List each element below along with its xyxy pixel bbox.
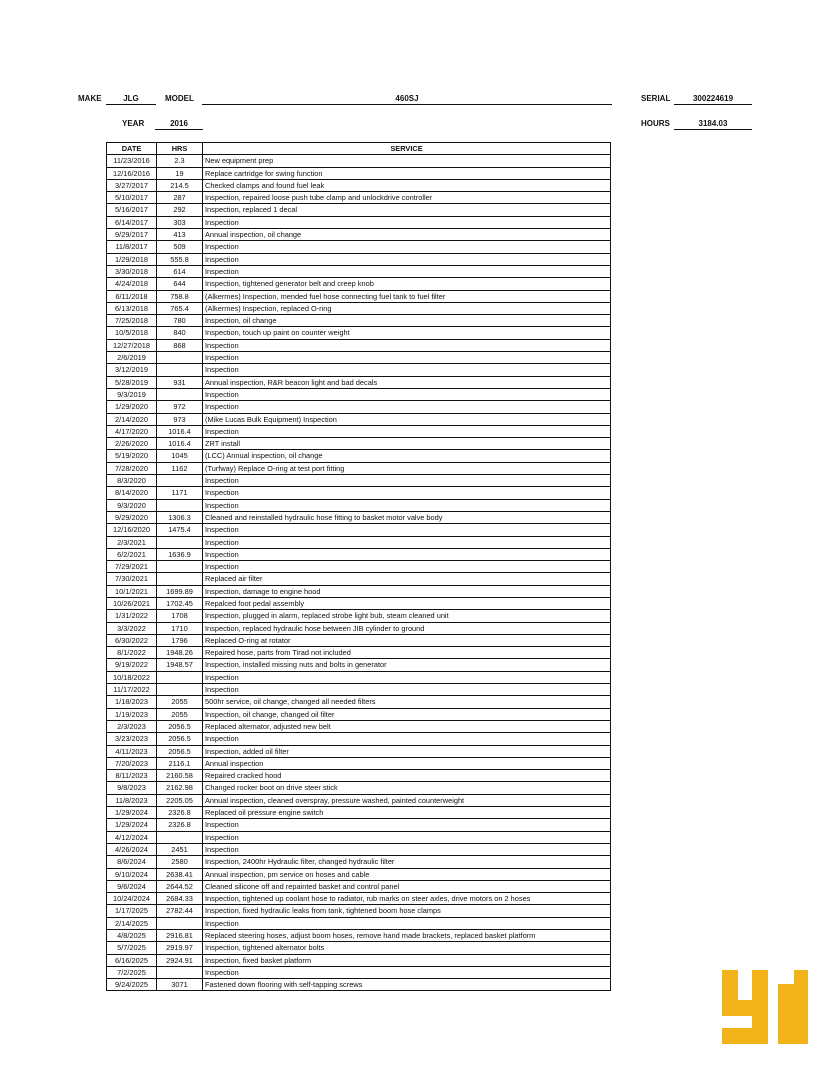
row-service: Inspection bbox=[203, 819, 611, 831]
row-hours: 765.4 bbox=[157, 302, 203, 314]
table-row bbox=[107, 327, 611, 339]
row-hours: 214.5 bbox=[157, 179, 203, 191]
table-row bbox=[107, 487, 611, 499]
row-hours: 2.3 bbox=[157, 155, 203, 167]
table-row bbox=[107, 216, 611, 228]
row-hours: 1699.89 bbox=[157, 585, 203, 597]
row-hours bbox=[157, 561, 203, 573]
row-hours: 2056.5 bbox=[157, 745, 203, 757]
row-service: Repaired cracked hood bbox=[203, 770, 611, 782]
row-service: Replaced air filter bbox=[203, 573, 611, 585]
table-row bbox=[107, 450, 611, 462]
row-hours: 2638.41 bbox=[157, 868, 203, 880]
row-date: 3/23/2023 bbox=[107, 733, 157, 745]
table-row bbox=[107, 610, 611, 622]
row-date: 10/24/2024 bbox=[107, 893, 157, 905]
row-hours: 758.8 bbox=[157, 290, 203, 302]
row-date: 11/23/2016 bbox=[107, 155, 157, 167]
row-date: 9/3/2020 bbox=[107, 499, 157, 511]
row-service: Inspection bbox=[203, 253, 611, 265]
row-hours bbox=[157, 352, 203, 364]
row-hours: 1796 bbox=[157, 634, 203, 646]
table-row bbox=[107, 573, 611, 585]
row-date: 9/29/2020 bbox=[107, 511, 157, 523]
table-row bbox=[107, 684, 611, 696]
row-hours: 555.8 bbox=[157, 253, 203, 265]
row-date: 7/30/2021 bbox=[107, 573, 157, 585]
row-service: Inspection bbox=[203, 548, 611, 560]
model-value: 460SJ bbox=[395, 94, 419, 103]
row-hours: 840 bbox=[157, 327, 203, 339]
row-hours: 303 bbox=[157, 216, 203, 228]
row-hours bbox=[157, 684, 203, 696]
row-service: Annual inspection, oil change bbox=[203, 229, 611, 241]
row-date: 10/26/2021 bbox=[107, 597, 157, 609]
row-date: 2/3/2023 bbox=[107, 720, 157, 732]
row-hours: 644 bbox=[157, 278, 203, 290]
table-row bbox=[107, 425, 611, 437]
row-hours: 2644.52 bbox=[157, 880, 203, 892]
row-service: Inspection bbox=[203, 671, 611, 683]
row-date: 8/6/2024 bbox=[107, 856, 157, 868]
row-service: Annual inspection bbox=[203, 757, 611, 769]
row-hours: 1702.45 bbox=[157, 597, 203, 609]
row-service: Inspection bbox=[203, 352, 611, 364]
table-row bbox=[107, 155, 611, 167]
table-row bbox=[107, 696, 611, 708]
row-service: New equipment prep bbox=[203, 155, 611, 167]
row-service: Inspection bbox=[203, 499, 611, 511]
row-hours bbox=[157, 966, 203, 978]
service-log-table bbox=[106, 142, 611, 991]
row-service: Checked clamps and found fuel leak bbox=[203, 179, 611, 191]
row-date: 5/7/2025 bbox=[107, 942, 157, 954]
row-hours: 2162.98 bbox=[157, 782, 203, 794]
row-service: Cleaned and reinstalled hydraulic hose fitting to basket motor valve body bbox=[203, 511, 611, 523]
row-date: 10/5/2018 bbox=[107, 327, 157, 339]
row-service: Inspection, tightened up coolant hose to radiator, rub marks on steer axles, drive motors on 2 hoses bbox=[203, 893, 611, 905]
row-hours: 1475.4 bbox=[157, 524, 203, 536]
row-hours: 973 bbox=[157, 413, 203, 425]
row-hours: 3071 bbox=[157, 979, 203, 991]
row-date: 12/16/2016 bbox=[107, 167, 157, 179]
row-service: Replaced O-ring at rotator bbox=[203, 634, 611, 646]
table-row bbox=[107, 745, 611, 757]
table-row bbox=[107, 302, 611, 314]
row-hours bbox=[157, 388, 203, 400]
row-service: Repalced foot pedal assembly bbox=[203, 597, 611, 609]
row-date: 6/2/2021 bbox=[107, 548, 157, 560]
row-hours: 780 bbox=[157, 315, 203, 327]
row-service: Inspection, oil change, changed oil filter bbox=[203, 708, 611, 720]
row-hours: 2160.58 bbox=[157, 770, 203, 782]
row-hours: 2451 bbox=[157, 843, 203, 855]
row-service: Inspection bbox=[203, 561, 611, 573]
row-service: Replaced oil pressure engine switch bbox=[203, 807, 611, 819]
table-header-row bbox=[107, 143, 611, 155]
row-date: 7/25/2018 bbox=[107, 315, 157, 327]
table-row bbox=[107, 192, 611, 204]
table-row bbox=[107, 561, 611, 573]
row-hours: 1016.4 bbox=[157, 425, 203, 437]
serial-underline bbox=[674, 104, 752, 105]
row-hours: 1948.57 bbox=[157, 659, 203, 671]
row-service: Replaced alternator, adjusted new belt bbox=[203, 720, 611, 732]
hours-value: 3184.03 bbox=[698, 119, 728, 128]
row-service: Inspection, damage to engine hood bbox=[203, 585, 611, 597]
row-hours: 2924.91 bbox=[157, 954, 203, 966]
row-hours: 1636.9 bbox=[157, 548, 203, 560]
row-hours: 1948.26 bbox=[157, 647, 203, 659]
table-row bbox=[107, 204, 611, 216]
row-date: 9/19/2022 bbox=[107, 659, 157, 671]
company-logo-icon bbox=[722, 970, 810, 1046]
row-service: (Alkermes) Inspection, mended fuel hose connecting fuel tank to fuel filter bbox=[203, 290, 611, 302]
row-service: (Mike Lucas Bulk Equipment) Inspection bbox=[203, 413, 611, 425]
row-date: 9/3/2019 bbox=[107, 388, 157, 400]
table-row bbox=[107, 782, 611, 794]
row-hours: 2055 bbox=[157, 696, 203, 708]
row-date: 7/29/2021 bbox=[107, 561, 157, 573]
row-service: Inspection bbox=[203, 388, 611, 400]
row-date: 4/26/2024 bbox=[107, 843, 157, 855]
row-hours: 931 bbox=[157, 376, 203, 388]
model-label: MODEL bbox=[165, 94, 194, 103]
row-date: 1/29/2020 bbox=[107, 401, 157, 413]
row-service: Changed rocker boot on drive steer stick bbox=[203, 782, 611, 794]
row-service: Inspection, 2400hr Hydraulic filter, changed hydraulic filter bbox=[203, 856, 611, 868]
row-service: Fastened down flooring with self-tapping screws bbox=[203, 979, 611, 991]
row-service: Inspection bbox=[203, 684, 611, 696]
table-row bbox=[107, 475, 611, 487]
row-hours: 292 bbox=[157, 204, 203, 216]
row-service: (Turfway) Replace O-ring at test port fitting bbox=[203, 462, 611, 474]
table-row bbox=[107, 917, 611, 929]
row-date: 11/8/2023 bbox=[107, 794, 157, 806]
row-service: Inspection bbox=[203, 536, 611, 548]
row-service: (Alkermes) Inspection, replaced O-ring bbox=[203, 302, 611, 314]
table-row bbox=[107, 966, 611, 978]
table-row bbox=[107, 265, 611, 277]
table-row bbox=[107, 659, 611, 671]
row-date: 6/14/2017 bbox=[107, 216, 157, 228]
row-service: Inspection, fixed hydraulic leaks from tank, tightened boom hose clamps bbox=[203, 905, 611, 917]
row-date: 11/17/2022 bbox=[107, 684, 157, 696]
row-service: Inspection bbox=[203, 843, 611, 855]
row-service: Inspection, plugged in alarm, replaced strobe light bub, steam cleaned unit bbox=[203, 610, 611, 622]
table-row bbox=[107, 942, 611, 954]
row-service: Inspection bbox=[203, 401, 611, 413]
table-row bbox=[107, 622, 611, 634]
row-hours: 2782.44 bbox=[157, 905, 203, 917]
year-value: 2016 bbox=[170, 119, 188, 128]
row-date: 2/6/2019 bbox=[107, 352, 157, 364]
row-date: 1/17/2025 bbox=[107, 905, 157, 917]
row-date: 1/29/2018 bbox=[107, 253, 157, 265]
row-service: Inspection, repaired loose push tube clamp and unlockdrive controller bbox=[203, 192, 611, 204]
row-date: 6/30/2022 bbox=[107, 634, 157, 646]
row-date: 4/24/2018 bbox=[107, 278, 157, 290]
row-date: 8/3/2020 bbox=[107, 475, 157, 487]
row-service: Inspection bbox=[203, 831, 611, 843]
row-hours bbox=[157, 917, 203, 929]
table-row bbox=[107, 770, 611, 782]
row-service: Repaired hose, parts from Tirad not included bbox=[203, 647, 611, 659]
row-hours: 2919.97 bbox=[157, 942, 203, 954]
table-row bbox=[107, 499, 611, 511]
row-hours: 1045 bbox=[157, 450, 203, 462]
service-log-body bbox=[107, 155, 611, 991]
year-underline bbox=[155, 129, 203, 130]
table-row bbox=[107, 388, 611, 400]
row-hours: 2580 bbox=[157, 856, 203, 868]
column-header-date: DATE bbox=[107, 143, 157, 155]
row-service: Replace cartridge for swing function bbox=[203, 167, 611, 179]
row-hours: 1162 bbox=[157, 462, 203, 474]
row-date: 1/19/2023 bbox=[107, 708, 157, 720]
table-row bbox=[107, 905, 611, 917]
model-underline bbox=[202, 104, 612, 105]
row-service: Inspection, touch up paint on counter weight bbox=[203, 327, 611, 339]
row-service: Cleaned silicone off and repainted basket and control panel bbox=[203, 880, 611, 892]
row-service: Inspection bbox=[203, 917, 611, 929]
row-date: 2/3/2021 bbox=[107, 536, 157, 548]
row-date: 2/14/2020 bbox=[107, 413, 157, 425]
row-service: Inspection bbox=[203, 425, 611, 437]
row-hours bbox=[157, 536, 203, 548]
row-date: 10/1/2021 bbox=[107, 585, 157, 597]
table-row bbox=[107, 807, 611, 819]
row-date: 5/16/2017 bbox=[107, 204, 157, 216]
table-row bbox=[107, 315, 611, 327]
year-label: YEAR bbox=[122, 119, 145, 128]
table-row bbox=[107, 930, 611, 942]
row-hours: 2684.33 bbox=[157, 893, 203, 905]
table-row bbox=[107, 241, 611, 253]
serial-value: 300224619 bbox=[692, 94, 734, 103]
row-hours: 1708 bbox=[157, 610, 203, 622]
row-date: 1/18/2023 bbox=[107, 696, 157, 708]
row-service: Inspection, added oil filter bbox=[203, 745, 611, 757]
row-date: 2/26/2020 bbox=[107, 438, 157, 450]
hours-label: HOURS bbox=[641, 119, 670, 128]
table-row bbox=[107, 856, 611, 868]
row-date: 4/8/2025 bbox=[107, 930, 157, 942]
row-date: 8/11/2023 bbox=[107, 770, 157, 782]
row-date: 9/8/2023 bbox=[107, 782, 157, 794]
hours-underline bbox=[674, 129, 752, 130]
row-hours: 2116.1 bbox=[157, 757, 203, 769]
row-service: Annual inspection, pm service on hoses and cable bbox=[203, 868, 611, 880]
row-hours: 413 bbox=[157, 229, 203, 241]
row-date: 6/13/2018 bbox=[107, 302, 157, 314]
table-row bbox=[107, 843, 611, 855]
row-service: Inspection bbox=[203, 524, 611, 536]
row-date: 8/14/2020 bbox=[107, 487, 157, 499]
row-date: 3/3/2022 bbox=[107, 622, 157, 634]
row-date: 7/28/2020 bbox=[107, 462, 157, 474]
table-row bbox=[107, 524, 611, 536]
row-hours: 972 bbox=[157, 401, 203, 413]
row-hours: 2326.8 bbox=[157, 807, 203, 819]
table-row bbox=[107, 364, 611, 376]
row-hours: 1171 bbox=[157, 487, 203, 499]
table-row bbox=[107, 880, 611, 892]
row-date: 5/10/2017 bbox=[107, 192, 157, 204]
row-service: Inspection, installed missing nuts and bolts in generator bbox=[203, 659, 611, 671]
make-label: MAKE bbox=[78, 94, 102, 103]
row-service: Inspection, tightened alternator bolts bbox=[203, 942, 611, 954]
table-row bbox=[107, 671, 611, 683]
row-date: 12/16/2020 bbox=[107, 524, 157, 536]
row-service: ZRT install bbox=[203, 438, 611, 450]
row-date: 3/12/2019 bbox=[107, 364, 157, 376]
table-row bbox=[107, 352, 611, 364]
row-service: Inspection, replaced 1 decal bbox=[203, 204, 611, 216]
column-header-service: SERVICE bbox=[203, 143, 611, 155]
table-row bbox=[107, 179, 611, 191]
row-service: 500hr service, oil change, changed all needed filters bbox=[203, 696, 611, 708]
row-date: 1/29/2024 bbox=[107, 819, 157, 831]
row-date: 10/18/2022 bbox=[107, 671, 157, 683]
table-row bbox=[107, 511, 611, 523]
table-row bbox=[107, 253, 611, 265]
row-date: 5/28/2019 bbox=[107, 376, 157, 388]
table-row bbox=[107, 462, 611, 474]
row-hours: 19 bbox=[157, 167, 203, 179]
row-service: Inspection bbox=[203, 966, 611, 978]
row-hours: 509 bbox=[157, 241, 203, 253]
row-hours: 614 bbox=[157, 265, 203, 277]
row-date: 11/8/2017 bbox=[107, 241, 157, 253]
table-row bbox=[107, 229, 611, 241]
table-row bbox=[107, 733, 611, 745]
row-hours: 868 bbox=[157, 339, 203, 351]
table-row bbox=[107, 720, 611, 732]
table-row bbox=[107, 954, 611, 966]
row-service: Inspection, fixed basket platform bbox=[203, 954, 611, 966]
table-row bbox=[107, 278, 611, 290]
column-header-hrs: HRS bbox=[157, 143, 203, 155]
row-hours: 1016.4 bbox=[157, 438, 203, 450]
row-service: Inspection, tightened generator belt and creep knob bbox=[203, 278, 611, 290]
row-service: Inspection, replaced hydraulic hose between JIB cylinder to ground bbox=[203, 622, 611, 634]
row-hours bbox=[157, 573, 203, 585]
row-hours: 2326.8 bbox=[157, 819, 203, 831]
row-date: 7/2/2025 bbox=[107, 966, 157, 978]
make-underline bbox=[106, 104, 156, 105]
row-hours: 1306.3 bbox=[157, 511, 203, 523]
row-date: 1/29/2024 bbox=[107, 807, 157, 819]
row-hours bbox=[157, 475, 203, 487]
row-hours: 2056.5 bbox=[157, 720, 203, 732]
row-service: (LCC) Annual inspection, oil change bbox=[203, 450, 611, 462]
table-row bbox=[107, 831, 611, 843]
row-date: 3/27/2017 bbox=[107, 179, 157, 191]
row-service: Inspection bbox=[203, 475, 611, 487]
row-date: 9/24/2025 bbox=[107, 979, 157, 991]
row-service: Inspection bbox=[203, 339, 611, 351]
row-service: Replaced steering hoses, adjust boom hoses, remove hand made brackets, replaced basket platform bbox=[203, 930, 611, 942]
row-date: 6/16/2025 bbox=[107, 954, 157, 966]
row-date: 2/14/2025 bbox=[107, 917, 157, 929]
row-date: 4/11/2023 bbox=[107, 745, 157, 757]
table-row bbox=[107, 413, 611, 425]
row-date: 9/10/2024 bbox=[107, 868, 157, 880]
row-service: Inspection bbox=[203, 265, 611, 277]
row-hours bbox=[157, 364, 203, 376]
row-hours: 2055 bbox=[157, 708, 203, 720]
row-service: Inspection bbox=[203, 241, 611, 253]
table-row bbox=[107, 290, 611, 302]
row-date: 9/6/2024 bbox=[107, 880, 157, 892]
row-date: 9/29/2017 bbox=[107, 229, 157, 241]
row-service: Inspection bbox=[203, 487, 611, 499]
table-row bbox=[107, 634, 611, 646]
table-row bbox=[107, 548, 611, 560]
row-hours: 1710 bbox=[157, 622, 203, 634]
table-row bbox=[107, 647, 611, 659]
table-row bbox=[107, 979, 611, 991]
table-row bbox=[107, 819, 611, 831]
table-row bbox=[107, 339, 611, 351]
table-row bbox=[107, 167, 611, 179]
make-value: JLG bbox=[123, 94, 139, 103]
row-date: 5/19/2020 bbox=[107, 450, 157, 462]
table-row bbox=[107, 438, 611, 450]
row-service: Inspection bbox=[203, 216, 611, 228]
row-hours: 2205.05 bbox=[157, 794, 203, 806]
row-service: Inspection bbox=[203, 733, 611, 745]
table-row bbox=[107, 536, 611, 548]
table-row bbox=[107, 376, 611, 388]
row-service: Annual inspection, cleaned overspray, pressure washed, painted counterweight bbox=[203, 794, 611, 806]
row-hours bbox=[157, 671, 203, 683]
row-date: 8/1/2022 bbox=[107, 647, 157, 659]
row-date: 4/17/2020 bbox=[107, 425, 157, 437]
table-row bbox=[107, 401, 611, 413]
row-date: 4/12/2024 bbox=[107, 831, 157, 843]
row-date: 6/11/2018 bbox=[107, 290, 157, 302]
row-hours: 2056.5 bbox=[157, 733, 203, 745]
serial-label: SERIAL bbox=[641, 94, 671, 103]
row-hours bbox=[157, 831, 203, 843]
table-row bbox=[107, 757, 611, 769]
table-row bbox=[107, 868, 611, 880]
table-row bbox=[107, 893, 611, 905]
row-hours: 2916.81 bbox=[157, 930, 203, 942]
table-row bbox=[107, 708, 611, 720]
row-date: 7/20/2023 bbox=[107, 757, 157, 769]
row-hours bbox=[157, 499, 203, 511]
row-date: 3/30/2018 bbox=[107, 265, 157, 277]
row-date: 1/31/2022 bbox=[107, 610, 157, 622]
table-row bbox=[107, 585, 611, 597]
row-service: Inspection, oil change bbox=[203, 315, 611, 327]
table-row bbox=[107, 794, 611, 806]
row-hours: 287 bbox=[157, 192, 203, 204]
table-row bbox=[107, 597, 611, 609]
row-service: Annual inspection, R&R beacon light and bad decals bbox=[203, 376, 611, 388]
row-date: 12/27/2018 bbox=[107, 339, 157, 351]
row-service: Inspection bbox=[203, 364, 611, 376]
